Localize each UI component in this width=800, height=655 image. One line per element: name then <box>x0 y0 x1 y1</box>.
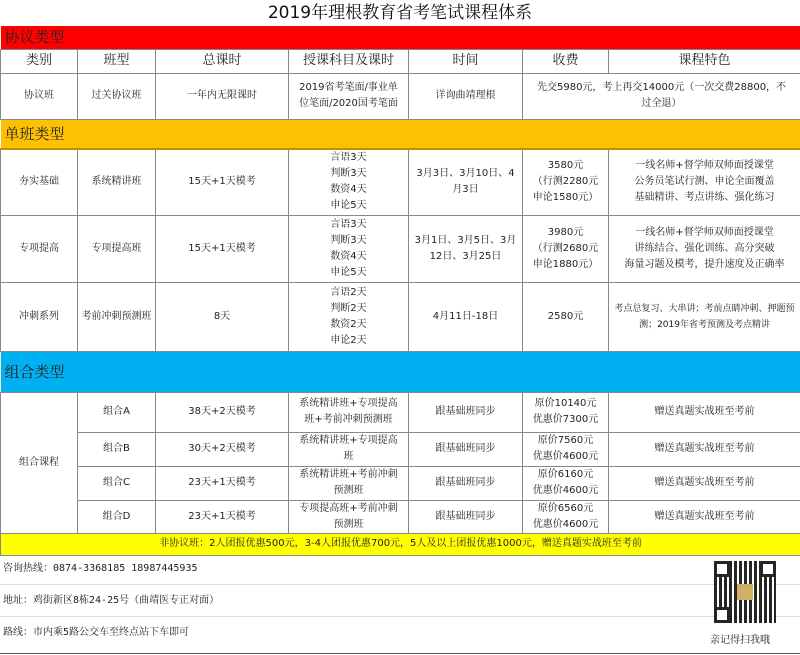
cell-time: 3月1日、3月5日、3月 12日、3月25日 <box>409 215 523 282</box>
header-class: 班型 <box>78 49 156 73</box>
table-row <box>1 500 800 533</box>
course-table <box>0 26 800 556</box>
header-category: 类别 <box>1 49 78 73</box>
cell-features: 赠送真题实战班至考前 <box>609 392 800 432</box>
cell-class: 专项提高班 <box>78 215 156 282</box>
hotline: 咨询热线：0874-3368185 18987445935 <box>0 553 800 585</box>
cell-fee: 原价6160元 优惠价4600元 <box>523 466 609 500</box>
header-row <box>1 49 800 73</box>
cell-category: 夯实基础 <box>1 149 78 215</box>
promo-banner: 非协议班：2人团报优惠500元，3-4人团报优惠700元，5人及以上团报优惠1000元，赠送真题实战班至考前 <box>1 533 800 555</box>
table-row <box>1 282 800 351</box>
header-fee: 收费 <box>523 49 609 73</box>
cell-category: 专项提高 <box>1 215 78 282</box>
cell-features: 考点总复习、大串讲；考前点睛冲刺、押题预 测；2019年省考预测及考点精讲 <box>609 282 800 351</box>
cell-features: 赠送真题实战班至考前 <box>609 500 800 533</box>
cell-features: 一线名师+督学师双师面授课堂 公务员笔试行测、申论全面覆盖 基础精讲、考点讲练、强化练习 <box>609 149 800 215</box>
qr-code-icon <box>714 561 776 623</box>
qr-caption: 亲记得扫我哦 <box>710 635 770 646</box>
cell-subjects: 2019省考笔面/事业单 位笔面/2020国考笔面 <box>289 73 409 119</box>
cell-fee: 原价6560元 优惠价4600元 <box>523 500 609 533</box>
route: 路线：市内乘5路公交车至终点站下车即可 <box>3 627 190 638</box>
cell-time: 跟基础班同步 <box>409 500 523 533</box>
cell-subjects: 专项提高班+考前冲刺 预测班 <box>289 500 409 533</box>
table-row <box>1 215 800 282</box>
cell-features: 赠送真题实战班至考前 <box>609 466 800 500</box>
cell-time: 4月11日-18日 <box>409 282 523 351</box>
cell-fee: 2580元 <box>523 282 609 351</box>
cell-class: 组合B <box>78 432 156 466</box>
table-row <box>1 392 800 432</box>
cell-fee: 先交5980元，考上再交14000元（一次交费28800，不 过全退） <box>523 73 800 119</box>
cell-class: 系统精讲班 <box>78 149 156 215</box>
cell-hours: 15天+1天模考 <box>156 215 289 282</box>
cell-fee: 3980元 （行测2680元 申论1880元） <box>523 215 609 282</box>
cell-subjects: 系统精讲班+专项提高 班 <box>289 432 409 466</box>
cell-fee: 3580元 （行测2280元 申论1580元） <box>523 149 609 215</box>
address: 地址：鸡街新区8栋24-25号（曲靖医专正对面） <box>0 585 800 617</box>
cell-time: 3月3日、3月10日、4 月3日 <box>409 149 523 215</box>
cell-subjects: 言语3天 判断3天 数资4天 申论5天 <box>289 215 409 282</box>
cell-category: 冲刺系列 <box>1 282 78 351</box>
cell-time: 跟基础班同步 <box>409 466 523 500</box>
cell-time: 跟基础班同步 <box>409 432 523 466</box>
cell-hours: 38天+2天模考 <box>156 392 289 432</box>
cell-subjects: 系统精讲班+考前冲刺 预测班 <box>289 466 409 500</box>
cell-hours: 23天+1天模考 <box>156 500 289 533</box>
table-row <box>1 432 800 466</box>
cell-hours: 30天+2天模考 <box>156 432 289 466</box>
section-single: 单班类型 <box>1 119 800 149</box>
cell-hours: 8天 <box>156 282 289 351</box>
cell-class: 组合C <box>78 466 156 500</box>
cell-fee: 原价10140元 优惠价7300元 <box>523 392 609 432</box>
cell-hours: 15天+1天模考 <box>156 149 289 215</box>
table-row <box>1 149 800 215</box>
section-combo: 组合类型 <box>1 351 800 392</box>
table-row <box>1 73 800 119</box>
header-subjects: 授课科目及课时 <box>289 49 409 73</box>
page-title: 2019年理根教育省考笔试课程体系 <box>267 3 533 23</box>
section-protocol: 协议类型 <box>1 26 800 49</box>
footer <box>0 553 800 654</box>
cell-category: 组合课程 <box>1 392 78 533</box>
table-row <box>1 466 800 500</box>
cell-subjects: 言语2天 判断2天 数资2天 申论2天 <box>289 282 409 351</box>
cell-time: 详询曲靖理根 <box>409 73 523 119</box>
cell-subjects: 系统精讲班+专项提高 班+考前冲刺预测班 <box>289 392 409 432</box>
cell-hours: 23天+1天模考 <box>156 466 289 500</box>
header-hours: 总课时 <box>156 49 289 73</box>
cell-class: 考前冲刺预测班 <box>78 282 156 351</box>
cell-class: 组合D <box>78 500 156 533</box>
cell-subjects: 言语3天 判断3天 数资4天 申论5天 <box>289 149 409 215</box>
cell-class: 组合A <box>78 392 156 432</box>
cell-fee: 原价7560元 优惠价4600元 <box>523 432 609 466</box>
cell-features: 赠送真题实战班至考前 <box>609 432 800 466</box>
cell-time: 跟基础班同步 <box>409 392 523 432</box>
cell-features: 一线名师+督学师双师面授课堂 讲练结合、强化训练、高分突破 海量习题及模考，提升速度及正确率 <box>609 215 800 282</box>
cell-hours: 一年内无限课时 <box>156 73 289 119</box>
cell-class: 过关协议班 <box>78 73 156 119</box>
header-time: 时间 <box>409 49 523 73</box>
header-features: 课程特色 <box>609 49 800 73</box>
cell-category: 协议班 <box>1 73 78 119</box>
